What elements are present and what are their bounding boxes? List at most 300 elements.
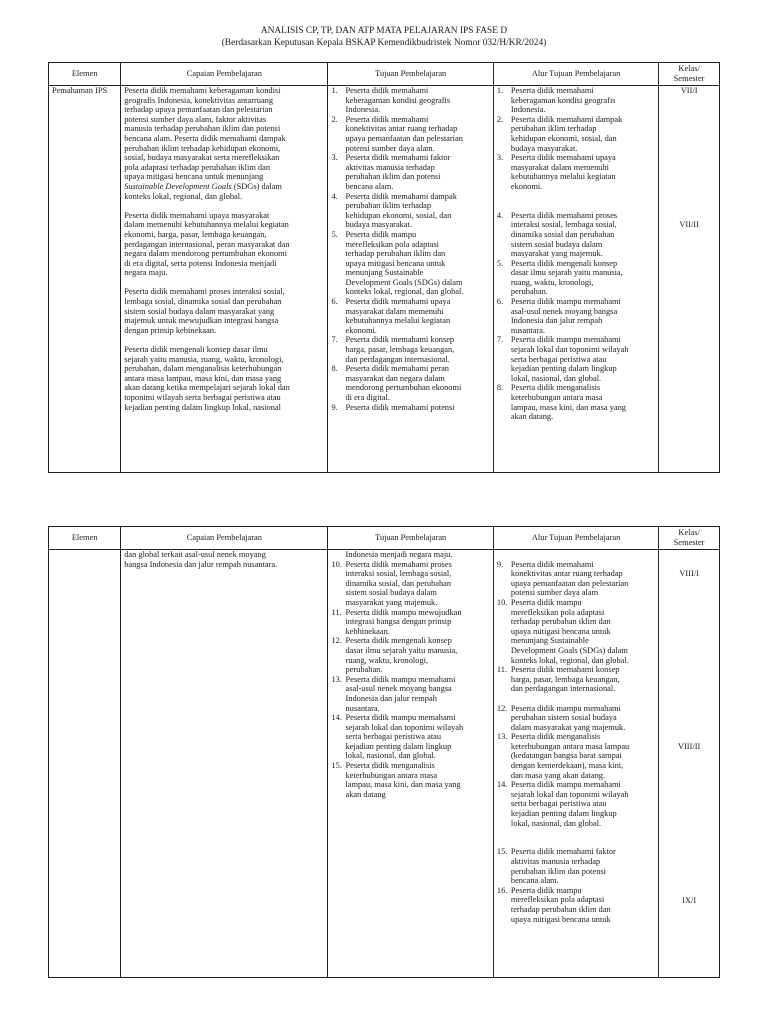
text-line: Peserta didik memahami konsep	[345, 335, 455, 345]
item-number: 1.	[331, 86, 338, 95]
item-text	[345, 115, 489, 153]
text-line: di era digital.	[345, 393, 390, 402]
text-line: upaya mitigasi bencana untuk	[345, 258, 446, 268]
text-line: Peserta didik memahami potensi	[345, 402, 455, 412]
text-line: bencana alam.	[510, 876, 559, 886]
text-line: masyarakat yang majemuk.	[345, 597, 438, 607]
text-line: kejadian penting dalam lingkup lokal, nasional	[124, 402, 281, 412]
item-number: 15.	[496, 847, 508, 857]
document-title-block	[0, 26, 768, 49]
item-number: 13.	[331, 674, 342, 684]
text-line: sejarah lokal dan toponimi wilayah	[510, 789, 629, 799]
text-line: kejadian penting dalam lingkup	[510, 809, 617, 819]
text-line: manusia terhadap perubahan iklim dan potensi	[124, 124, 281, 134]
text-line: dinamika sosial dan perubahan	[510, 229, 615, 239]
text-line: sejarah lokal dan toponimi wilayah	[345, 722, 464, 732]
text-line: interaksi sosial, lembaga sosial,	[510, 220, 617, 230]
item-text	[511, 704, 655, 733]
text-line: Peserta didik mampu memahami	[510, 335, 621, 345]
text-line: nusantara.	[510, 325, 546, 335]
header-elemen: Elemen	[49, 527, 121, 550]
list-item	[331, 608, 489, 637]
spacer	[497, 838, 655, 848]
list-item	[331, 230, 489, 297]
text-line: sistem sosial budaya dalam masyarakat yang	[124, 306, 275, 316]
item-number: 16.	[496, 885, 508, 895]
header-tujuan: Tujuan Pembelajaran	[328, 527, 493, 550]
capaian-paragraph	[124, 86, 324, 201]
table-header-row	[49, 63, 720, 86]
text-line: dalam masyarakat yang majemuk.	[510, 722, 626, 732]
text-line: aktivitas manusia terhadap	[510, 857, 601, 866]
text-line: serta berbagai peristiwa atau	[510, 799, 607, 809]
spacer	[497, 192, 655, 202]
list-item	[331, 636, 489, 674]
item-number: 14.	[496, 780, 508, 790]
item-text	[511, 665, 655, 694]
text-line: akan datang	[345, 789, 386, 799]
text-line: dalam memenuhi kebutuhannya melalui kegiatan	[124, 220, 289, 230]
text-line: negara dalam mendorong pertumbuhan ekonomi	[124, 249, 288, 259]
analysis-table-page-1	[48, 62, 720, 473]
text-line: ekonomi.	[510, 181, 543, 191]
item-text	[345, 192, 489, 230]
list-item	[497, 297, 655, 335]
text-line: keberagaman kondisi geografis	[510, 95, 616, 105]
item-number: 2.	[331, 114, 338, 124]
item-text	[511, 598, 655, 665]
capaian-cell	[121, 86, 328, 473]
text-line: Peserta didik memahami upaya	[345, 297, 451, 307]
elemen-cell	[49, 86, 121, 473]
text-line: bangsa Indonesia dan jalur rempah nusantara.	[124, 559, 278, 569]
table-row	[49, 550, 720, 978]
item-text	[345, 297, 489, 335]
text-line: masyarakat dan negara dalam	[345, 373, 445, 383]
text-line: menunjang Sustainable	[510, 636, 589, 646]
text-line: Peserta didik mampu	[345, 229, 417, 239]
item-number: 8.	[331, 364, 338, 374]
text-line: Indonesia.	[345, 105, 381, 115]
item-text	[345, 403, 489, 413]
item-text	[345, 713, 489, 761]
text-line: serta berbagai peristiwa atau	[510, 354, 607, 364]
header-kelas-label: Kelas/ Semester	[673, 64, 705, 83]
text-line: Peserta didik memahami	[510, 559, 594, 569]
text-line: Peserta didik memahami upaya	[510, 153, 616, 163]
text-line: bencana alam. Peserta didik memahami dampak	[124, 133, 286, 143]
item-text	[511, 732, 655, 780]
item-number: 4.	[331, 191, 338, 201]
item-number: 4.	[496, 210, 504, 220]
item-number: 7.	[331, 335, 338, 345]
text-line: Peserta didik mampu memahami	[345, 674, 456, 684]
item-number: 10.	[496, 597, 508, 607]
text-line: sistem sosial budaya dalam	[510, 239, 603, 249]
text-line: mendorong pertumbuhan ekonomi	[345, 383, 462, 393]
list-item	[497, 560, 655, 598]
text-line: Peserta didik memahami konsep	[510, 665, 620, 675]
text-line: sejarah yaitu manusia, ruang, waktu, kronologi,	[124, 354, 284, 364]
item-number: 5.	[496, 258, 504, 268]
text-line: menunjang Sustainable	[345, 268, 424, 278]
text-line: konteks lokal, regional, dan global.	[510, 655, 629, 665]
text-line: asal-usul nenek moyang bangsa	[510, 306, 618, 316]
item-text	[345, 636, 489, 674]
list-item	[331, 560, 489, 608]
item-number: 2.	[496, 114, 504, 124]
list-item	[331, 713, 489, 761]
text-line: Peserta didik mampu memahami	[345, 713, 456, 723]
text-line: harga, pasar, lembaga keuangan,	[510, 674, 620, 684]
text-line: budaya masyarakat.	[510, 143, 578, 153]
text-line: keterhubungan antara masa lampau	[510, 741, 630, 751]
text-line: Peserta didik memahami	[345, 86, 429, 95]
list-item	[331, 761, 489, 799]
text-line: perubahan.	[345, 665, 383, 675]
text-line: konteks lokal, regional, dan global.	[124, 191, 243, 201]
item-text	[345, 86, 489, 115]
item-text	[511, 886, 655, 924]
item-text	[511, 297, 655, 335]
text-line: perubahan.	[510, 287, 548, 297]
list-item	[497, 86, 655, 115]
text-line: Peserta didik memahami	[345, 114, 429, 124]
list-item	[497, 335, 655, 383]
text-line: Peserta didik memahami dampak	[510, 114, 623, 124]
text-line: kehidupan ekonomi, sosial, dan	[510, 133, 617, 143]
text-line: perubahan iklim terhadap	[510, 124, 597, 134]
list-item	[331, 297, 489, 335]
list-item	[331, 364, 489, 402]
text-line: terhadap perubahan iklim dan	[345, 249, 446, 259]
item-text	[345, 675, 489, 713]
item-number: 11.	[496, 665, 508, 675]
text-line: keterhubungan antara masa	[345, 770, 438, 780]
item-text	[345, 364, 489, 402]
header-kelas	[659, 63, 720, 86]
capaian-paragraph	[124, 211, 324, 278]
text-line: perubahan iklim dan potensi	[510, 866, 607, 876]
list-item	[497, 886, 655, 924]
text-line: dasar ilmu sejarah yaitu manusia,	[345, 645, 458, 655]
text-line: terhadap perubahan iklim dan	[510, 904, 611, 914]
text-line: Peserta didik memahami proses interaksi sosial,	[124, 287, 285, 297]
item-number: 7.	[496, 335, 504, 345]
text-line: pola adaptasi terhadap perubahan iklim dan	[124, 162, 271, 172]
item-text	[511, 153, 655, 191]
text-line: Peserta didik memahami faktor	[510, 847, 616, 857]
list-item	[497, 153, 655, 191]
header-capaian: Capaian Pembelajaran	[121, 63, 328, 86]
list-item	[497, 383, 655, 421]
list-item	[497, 780, 655, 828]
text-line: harga, pasar, lembaga keuangan,	[345, 345, 455, 355]
italic-term: Sustainable Development Goals	[124, 181, 232, 191]
continued-text: Indonesia menjadi negara maju.	[345, 550, 453, 559]
analysis-table-page-2	[48, 526, 720, 978]
kelas-label: VIII/II	[677, 742, 701, 751]
text-line: Peserta didik memahami	[510, 86, 594, 95]
text-line: dan masa yang akan datang.	[510, 770, 606, 780]
text-line: integrasi bangsa dengan prinsip	[345, 617, 452, 627]
item-text	[511, 335, 655, 383]
item-number: 15.	[331, 761, 342, 771]
text-line: dan perdagangan internasional.	[510, 684, 616, 694]
header-alur: Alur Tujuan Pembelajaran	[493, 63, 658, 86]
text-line: upaya pemanfaatan dan pelestarian	[345, 133, 463, 143]
text-line: bencana alam.	[345, 181, 394, 191]
text-line: kejadian penting dalam lingkup	[510, 364, 617, 374]
item-text	[511, 259, 655, 297]
spacer	[497, 828, 655, 838]
item-number: 6.	[331, 297, 338, 307]
list-item	[331, 335, 489, 364]
text-line: Peserta didik mampu memahami	[510, 297, 621, 307]
text-line: Peserta didik memahami faktor	[345, 153, 451, 163]
list-item	[331, 403, 489, 413]
alur-cell	[493, 550, 658, 978]
text-line: Peserta didik menganalisis	[510, 732, 601, 742]
item-number: 1.	[496, 86, 504, 95]
text-line: Peserta didik memahami proses	[510, 210, 618, 220]
text-line: kebutuhannya melalui kegiatan	[510, 172, 616, 182]
text-line: akan datang.	[510, 412, 554, 422]
text-line: dengan kemerdekaan), masa kini,	[510, 761, 624, 771]
item-text	[345, 608, 489, 637]
text-line: terhadap perubahan iklim dan	[510, 617, 611, 627]
item-text	[345, 761, 489, 799]
text-line: ruang, waktu, kronologi,	[510, 277, 594, 287]
text-line: lembaga sosial, dinamika sosial dan perubahan	[124, 297, 282, 307]
text-line: Peserta didik mampu mewujudkan	[345, 607, 462, 617]
header-tujuan: Tujuan Pembelajaran	[328, 63, 493, 86]
text-line: kehidupan ekonomi, sosial, dan	[345, 210, 452, 220]
item-text	[345, 230, 489, 297]
text-line: Development Goals (SDGs) dalam	[510, 645, 628, 655]
text-line: interaksi sosial, lembaga sosial,	[345, 569, 452, 579]
text-line: asal-usul nenek moyang bangsa	[345, 684, 452, 694]
list-item	[331, 192, 489, 230]
text-line	[124, 182, 324, 192]
item-number: 14.	[331, 713, 342, 723]
item-number: 13.	[496, 732, 508, 742]
text-line: konektivitas antar ruang terhadap	[510, 569, 623, 579]
text-line: lokal, nasional, dan global.	[510, 818, 602, 828]
header-alur: Alur Tujuan Pembelajaran	[493, 527, 658, 550]
text-line: serta berbagai peristiwa atau	[345, 732, 442, 742]
text-line: lokal, nasional, dan global.	[510, 373, 602, 383]
text-line: sistem sosial budaya dalam	[345, 588, 437, 598]
item-number: 8.	[496, 383, 504, 393]
list-item	[497, 665, 655, 694]
header-kelas	[659, 527, 720, 550]
item-number: 10.	[331, 559, 342, 569]
item-number: 11.	[331, 607, 342, 617]
item-text	[511, 780, 655, 828]
list-item	[331, 153, 489, 191]
list-item	[497, 598, 655, 665]
text-line: masyarakat yang majemuk.	[510, 249, 603, 259]
text-line: terhadap upaya pemanfaatan dan pelestarian	[124, 105, 273, 115]
list-item	[497, 847, 655, 885]
text-line: sosial, budaya masyarakat serta merefleksikan	[124, 153, 280, 163]
text-line: ekonomi.	[345, 325, 377, 335]
text-line: perubahan iklim terhadap	[345, 201, 432, 211]
item-number: 5.	[331, 229, 338, 239]
text-line: perdagangan internasional, peran masyarakat dan	[124, 239, 290, 249]
text-line: lokal, nasional, dan global.	[345, 751, 436, 761]
text-line: Peserta didik mengenali konsep	[510, 258, 618, 268]
text-line: majemuk untuk mewujudkan integrasi bangsa	[124, 316, 279, 326]
text-line: merefleksikan pola adaptasi	[345, 239, 439, 249]
text-line: negara maju.	[124, 268, 168, 278]
header-elemen: Elemen	[49, 63, 121, 86]
text-line: potensi sumber daya alam.	[345, 143, 435, 153]
text-line: perubahan iklim terhadap kehidupan ekonomi,	[124, 143, 281, 153]
text-line: lampau, masa kini, dan masa yang	[345, 780, 461, 790]
text-line: konektivitas antar ruang terhadap	[345, 124, 458, 134]
text-line: lampau, masa kini, dan masa yang	[510, 402, 626, 412]
text-line: (kedatangan bangsa barat sampai	[510, 751, 622, 761]
text-line: dasar ilmu sejarah yaitu manusia,	[510, 268, 623, 278]
text-line: sejarah lokal dan toponimi wilayah	[510, 345, 629, 355]
kelas-label: VIII/I	[679, 569, 699, 578]
text-line: aktivitas manusia terhadap	[345, 162, 435, 172]
text-line: Indonesia.	[510, 105, 546, 115]
text-line: Peserta didik memahami keberagaman kondisi	[124, 86, 281, 95]
text-line: perubahan sistem sosial budaya	[510, 713, 617, 723]
capaian-paragraph	[124, 287, 324, 335]
kelas-label: VII/II	[679, 220, 699, 229]
page-subtitle: (Berdasarkan Keputusan Kepala BSKAP Kemendikbudristek Nomor 032/H/KR/2024)	[221, 37, 547, 48]
text-line: di era digital, serta potensi Indonesia menjadi	[124, 258, 277, 268]
spacer	[497, 550, 655, 560]
text-line: potensi sumber daya alam, faktor aktivitas	[124, 114, 267, 124]
text-line: Indonesia dan jalur rempah	[510, 316, 603, 326]
page-title: ANALISIS CP, TP, DAN ATP MATA PELAJARAN IPS FASE D	[260, 26, 508, 36]
item-number: 9.	[331, 402, 338, 412]
header-capaian: Capaian Pembelajaran	[121, 527, 328, 550]
list-item	[497, 259, 655, 297]
elemen-label: Pemahaman IPS	[52, 86, 108, 95]
text-line: ekonomi, harga, pasar, lembaga keuangan,	[124, 229, 267, 239]
capaian-paragraph	[124, 345, 324, 412]
text-line: Peserta didik mampu memahami	[510, 780, 621, 790]
item-number: 12.	[496, 703, 508, 713]
text-line: Peserta didik mengenali konsep	[345, 636, 452, 646]
item-text	[511, 560, 655, 598]
list-item	[497, 704, 655, 733]
text-line: dengan prinsip kebinekaan.	[124, 325, 217, 335]
text-line: keberagaman kondisi geografis	[345, 95, 451, 105]
text-line: geografis Indonesia, konektivitas antarruang	[124, 95, 274, 105]
text-line: Peserta didik mengenali konsep dasar ilmu	[124, 345, 268, 355]
kelas-label: IX/I	[682, 896, 697, 905]
item-text	[511, 847, 655, 885]
text-fragment: (SDGs) dalam	[231, 181, 282, 191]
text-line: kejadian penting dalam lingkup	[345, 741, 452, 751]
text-line: Indonesia dan jalur rempah	[345, 693, 437, 703]
item-text	[511, 86, 655, 115]
tujuan-cell	[328, 86, 493, 473]
text-line: antara masa lampau, masa kini, dan masa yang	[124, 373, 282, 383]
list-item	[331, 115, 489, 153]
text-line: potensi sumber daya alam	[510, 588, 599, 598]
table-header-row	[49, 527, 720, 550]
text-line: upaya pemanfaatan dan pelestarian	[510, 578, 629, 588]
text-line: ruang, waktu, kronologi,	[345, 655, 429, 665]
text-line: upaya mitigasi bencana untuk	[510, 914, 611, 924]
text-line: Peserta didik mampu memahami	[510, 703, 621, 713]
list-item	[497, 211, 655, 259]
text-line: kebhinekaan.	[345, 626, 390, 636]
text-line: Development Goals (SDGs) dalam	[345, 277, 463, 287]
kelas-label: VII/I	[680, 86, 698, 95]
text-line: Peserta didik memahami peran	[345, 364, 449, 374]
header-kelas-label: Kelas/ Semester	[673, 528, 705, 547]
text-line: Peserta didik memahami proses	[345, 559, 452, 569]
text-line: merefleksikan pola adaptasi	[510, 607, 605, 617]
item-number: 12.	[331, 636, 342, 646]
text-line: upaya mitigasi bencana untuk menunjang	[124, 172, 264, 182]
text-line: toponimi wilayah serta berbagai peristiwa atau	[124, 393, 281, 402]
text-line: perubahan iklim dan potensi	[345, 172, 441, 182]
text-line: konteks lokal, regional, dan global.	[345, 287, 464, 297]
text-line: Peserta didik menganalisis	[510, 383, 601, 393]
alur-cell	[493, 86, 658, 473]
item-number: 3.	[331, 153, 338, 163]
text-line: merefleksikan pola adaptasi	[510, 895, 605, 905]
kelas-cell	[659, 86, 720, 473]
text-line: kebutuhannya melalui kegiatan	[345, 316, 451, 326]
item-text	[345, 153, 489, 191]
item-text	[345, 560, 489, 608]
text-line: Peserta didik memahami upaya masyarakat	[124, 210, 270, 220]
text-line: Peserta didik mampu	[510, 597, 582, 607]
kelas-cell	[659, 550, 720, 978]
text-line: nusantara.	[345, 703, 380, 713]
text-line: perubahan, dalam menganalisis keterhubungan	[124, 364, 282, 374]
text-line: Peserta didik mampu	[510, 885, 582, 895]
spacer	[497, 694, 655, 704]
text-line: budaya masyarakat.	[345, 220, 412, 230]
item-number: 3.	[496, 153, 504, 163]
text-line: dan perdagangan internasional.	[345, 354, 450, 364]
list-item	[331, 86, 489, 115]
item-number: 6.	[496, 297, 504, 307]
text-line: keterhubungan antara masa	[510, 393, 603, 402]
item-text	[345, 335, 489, 364]
item-text	[511, 115, 655, 153]
capaian-paragraph	[124, 550, 324, 569]
item-number: 9.	[496, 559, 504, 569]
text-line: masyarakat dalam memenuhi	[510, 162, 610, 172]
list-item	[497, 732, 655, 780]
text-line: Peserta didik menganalisis	[345, 761, 435, 771]
list-item	[331, 675, 489, 713]
spacer	[497, 201, 655, 211]
table-row	[49, 86, 720, 473]
list-item	[497, 115, 655, 153]
text-line: Peserta didik memahami dampak	[345, 191, 457, 201]
text-line: masyarakat dalam memenuhi	[345, 306, 444, 316]
text-line: dinamika sosial, dan perubahan	[345, 578, 452, 588]
text-line: dan global terkait asal-usul nenek moyang	[124, 550, 266, 559]
capaian-cell	[121, 550, 328, 978]
text-line: akan datang ketika mempelajari sejarah lokal dan	[124, 383, 290, 393]
item-text	[511, 211, 655, 259]
